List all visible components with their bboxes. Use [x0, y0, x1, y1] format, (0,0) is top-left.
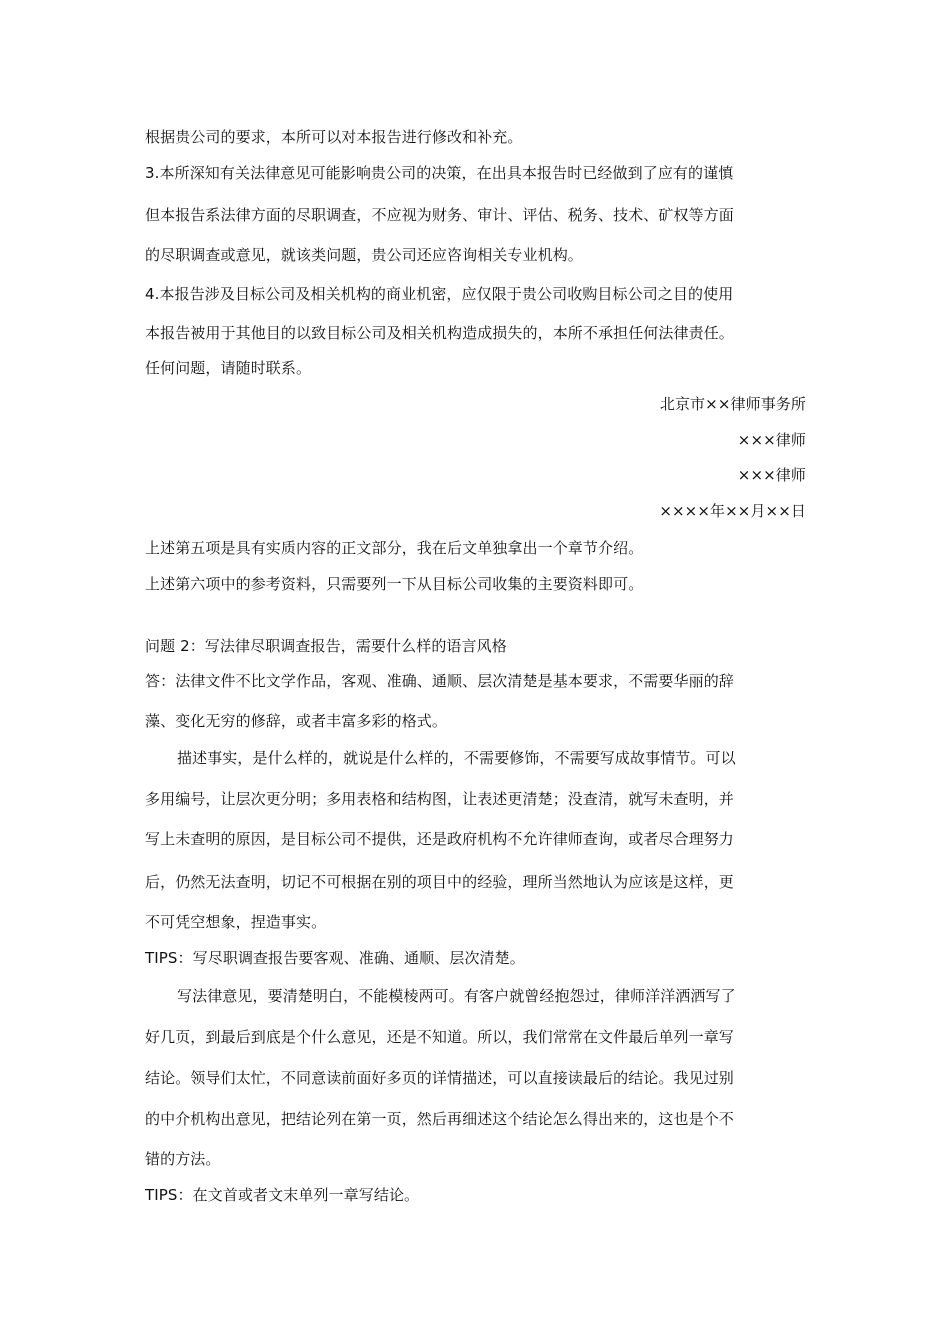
answer-line: 藻、变化无穷的修辞，或者丰富多彩的格式。: [145, 712, 448, 730]
signature-date: ××××年××月××日: [659, 502, 806, 520]
signature-lawyer: ×××律师: [737, 431, 806, 449]
text-line: 根据贵公司的要求，本所可以对本报告进行修改和补充。: [145, 128, 523, 146]
text-line: 的尽职调查或意见，就该类问题，贵公司还应咨询相关专业机构。: [145, 246, 583, 264]
paragraph-line: 多用编号，让层次更分明；多用表格和结构图，让表述更清楚；没查清，就写未查明，并: [145, 790, 734, 808]
paragraph-line: 的中介机构出意见，把结论列在第一页，然后再细述这个结论怎么得出来的，这也是个不: [145, 1110, 734, 1128]
text-line: 本报告被用于其他目的以致目标公司及相关机构造成损失的，本所不承担任何法律责任。: [145, 324, 734, 342]
paragraph-line: 描述事实，是什么样的，就说是什么样的，不需要修饰，不需要写成故事情节。可以: [177, 749, 736, 767]
text-line: 但本报告系法律方面的尽职调查，不应视为财务、审计、评估、税务、技术、矿权等方面: [145, 206, 734, 224]
note-line: 上述第六项中的参考资料，只需要列一下从目标公司收集的主要资料即可。: [145, 575, 644, 593]
text-line: 4.本报告涉及目标公司及相关机构的商业机密，应仅限于贵公司收购目标公司之目的使用: [145, 285, 734, 303]
text-line: 3.本所深知有关法律意见可能影响贵公司的决策，在出具本报告时已经做到了应有的谨慎: [145, 164, 734, 182]
signature-firm: 北京市××律师事务所: [659, 395, 806, 413]
paragraph-line: 错的方法。: [145, 1150, 221, 1168]
paragraph-line: 好几页，到最后到底是个什么意见，还是不知道。所以，我们常常在文件最后单列一章写: [145, 1028, 734, 1046]
paragraph-line: 不可凭空想象，捏造事实。: [145, 913, 327, 931]
paragraph-line: 写法律意见，要清楚明白，不能模棱两可。有客户就曾经抱怨过，律师洋洋洒洒写了: [177, 987, 736, 1005]
tips-line: TIPS：在文首或者文末单列一章写结论。: [145, 1186, 420, 1204]
question-title: 问题 2：写法律尽职调查报告，需要什么样的语言风格: [145, 637, 507, 655]
note-line: 上述第五项是具有实质内容的正文部分，我在后文单独拿出一个章节介绍。: [145, 539, 644, 557]
paragraph-line: 结论。领导们太忙，不同意读前面好多页的详情描述，可以直接读最后的结论。我见过别: [145, 1069, 734, 1087]
signature-lawyer: ×××律师: [737, 466, 806, 484]
paragraph-line: 后，仍然无法查明，切记不可根据在别的项目中的经验，理所当然地认为应该是这样，更: [145, 873, 734, 891]
text-line: 任何问题，请随时联系。: [145, 359, 312, 377]
tips-line: TIPS：写尽职调查报告要客观、准确、通顺、层次清楚。: [145, 949, 525, 967]
answer-line: 答：法律文件不比文学作品，客观、准确、通顺、层次清楚是基本要求，不需要华丽的辞: [145, 672, 734, 690]
paragraph-line: 写上未查明的原因，是目标公司不提供，还是政府机构不允许律师查询，或者尽合理努力: [145, 830, 734, 848]
